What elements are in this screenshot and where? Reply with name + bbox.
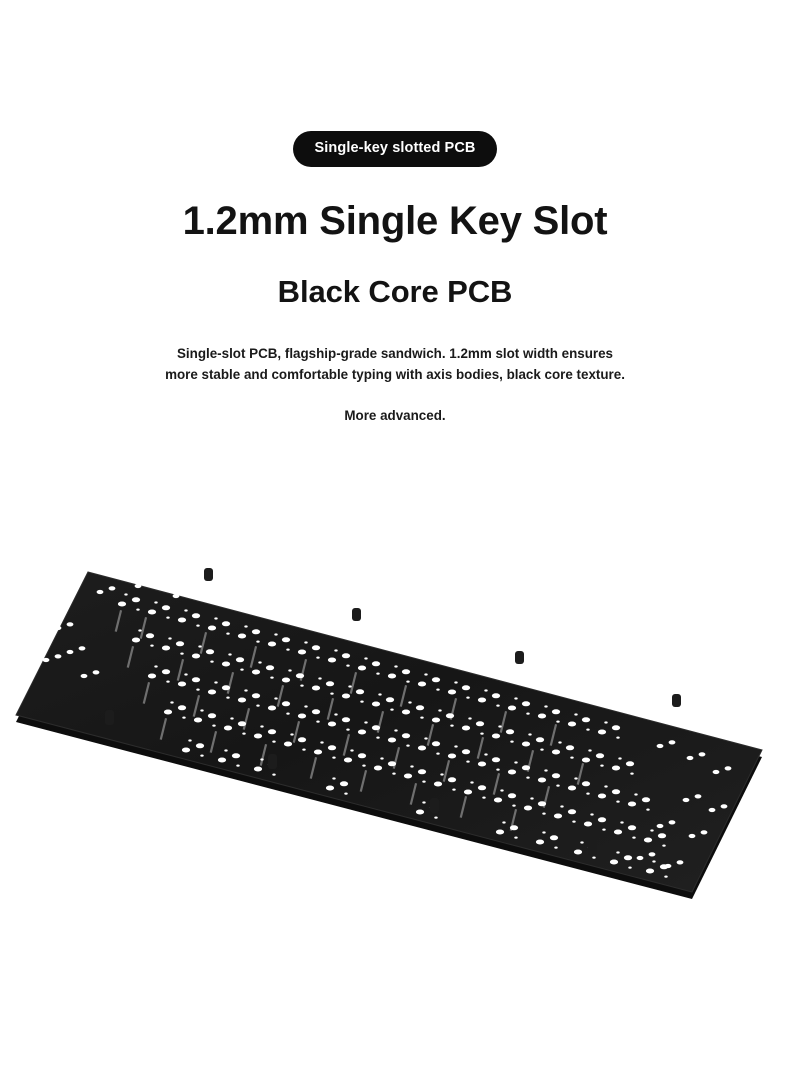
badge-single-key-slotted-pcb: Single-key slotted PCB (293, 131, 498, 167)
description-text: Single-slot PCB, flagship-grade sandwich. 1.2mm slot width ensures more stable and comfortable typing with axis bodies, black core texture. (165, 346, 625, 382)
header-block (0, 0, 790, 423)
pcb-illustration (0, 510, 790, 950)
description-secondary-text: More advanced. (344, 407, 446, 423)
pcb-svg (0, 510, 790, 950)
pcb-board (16, 572, 762, 892)
product-image-area (0, 510, 790, 950)
page-subtitle: Black Core PCB (277, 273, 513, 309)
page-title: 1.2mm Single Key Slot (182, 198, 608, 243)
